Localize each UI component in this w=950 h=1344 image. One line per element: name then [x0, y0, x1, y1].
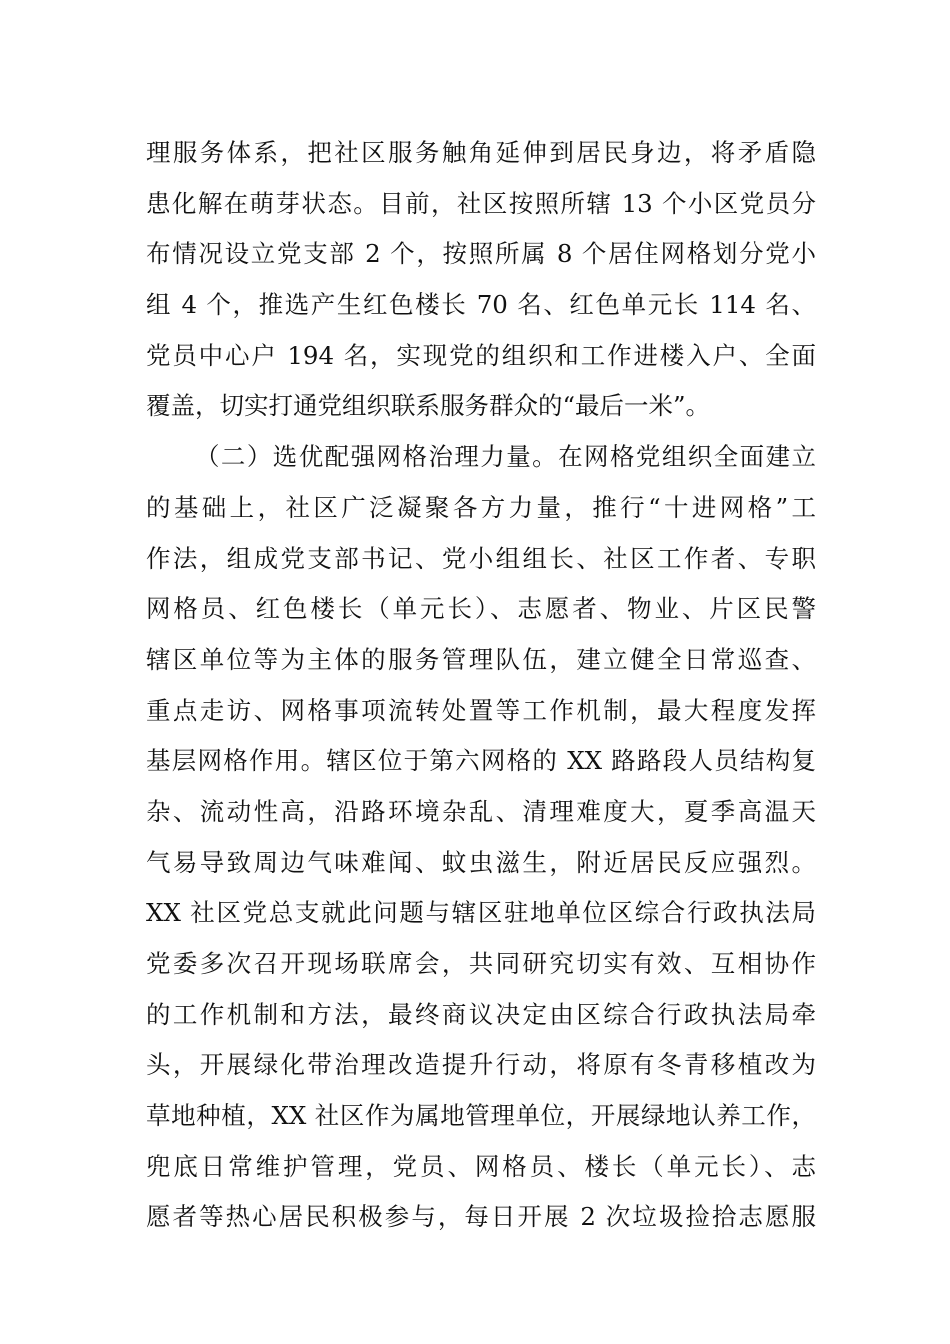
text-line: 作法，组成党支部书记、党小组组长、社区工作者、专职: [146, 543, 816, 573]
section-heading-line: （二）选优配强网格治理力量。在网格党组织全面建立: [195, 442, 816, 472]
text-line: 草地种植，XX 社区作为属地管理单位，开展绿地认养工作，: [146, 1101, 816, 1131]
text-line: XX 社区党总支就此问题与辖区驻地单位区综合行政执法局: [146, 898, 816, 928]
text-line: 头，开展绿化带治理改造提升行动，将原有冬青移植改为: [146, 1050, 816, 1080]
text-line: 理服务体系，把社区服务触角延伸到居民身边，将矛盾隐: [146, 138, 816, 167]
text-line: 网格员、红色楼长（单元长）、志愿者、物业、片区民警: [146, 594, 816, 624]
text-line: 气易导致周边气味难闻、蚊虫滋生，附近居民反应强烈。: [146, 847, 816, 877]
text-line: 覆盖，切实打通党组织联系服务群众的“最后一米”。: [146, 391, 711, 421]
text-line: 组 4 个，推选产生红色楼长 70 名、红色单元长 114 名、: [146, 290, 816, 320]
text-line: 党员中心户 194 名，实现党的组织和工作进楼入户、全面: [146, 340, 816, 370]
text-line: 重点走访、网格事项流转处置等工作机制，最大程度发挥: [146, 695, 816, 725]
text-line: 兜底日常维护管理，党员、网格员、楼长（单元长）、志: [146, 1151, 816, 1181]
text-line: 基层网格作用。辖区位于第六网格的 XX 路路段人员结构复: [146, 746, 816, 776]
body-text: [146, 128, 816, 1243]
text-line: 辖区单位等为主体的服务管理队伍，建立健全日常巡查、: [146, 644, 816, 674]
text-line: 杂、流动性高，沿路环境杂乱、清理难度大，夏季高温天: [146, 796, 816, 826]
text-line: 布情况设立党支部 2 个，按照所属 8 个居住网格划分党小: [146, 239, 816, 269]
text-line: 的工作机制和方法，最终商议决定由区综合行政执法局牵: [146, 999, 816, 1029]
text-line: 愿者等热心居民积极参与，每日开展 2 次垃圾捡拾志愿服: [146, 1202, 816, 1232]
text-line: 党委多次召开现场联席会，共同研究切实有效、互相协作: [146, 949, 816, 978]
text-line: 的基础上，社区广泛凝聚各方力量，推行“十进网格”工: [146, 492, 816, 522]
text-line: 患化解在萌芽状态。目前，社区按照所辖 13 个小区党员分: [146, 188, 816, 218]
